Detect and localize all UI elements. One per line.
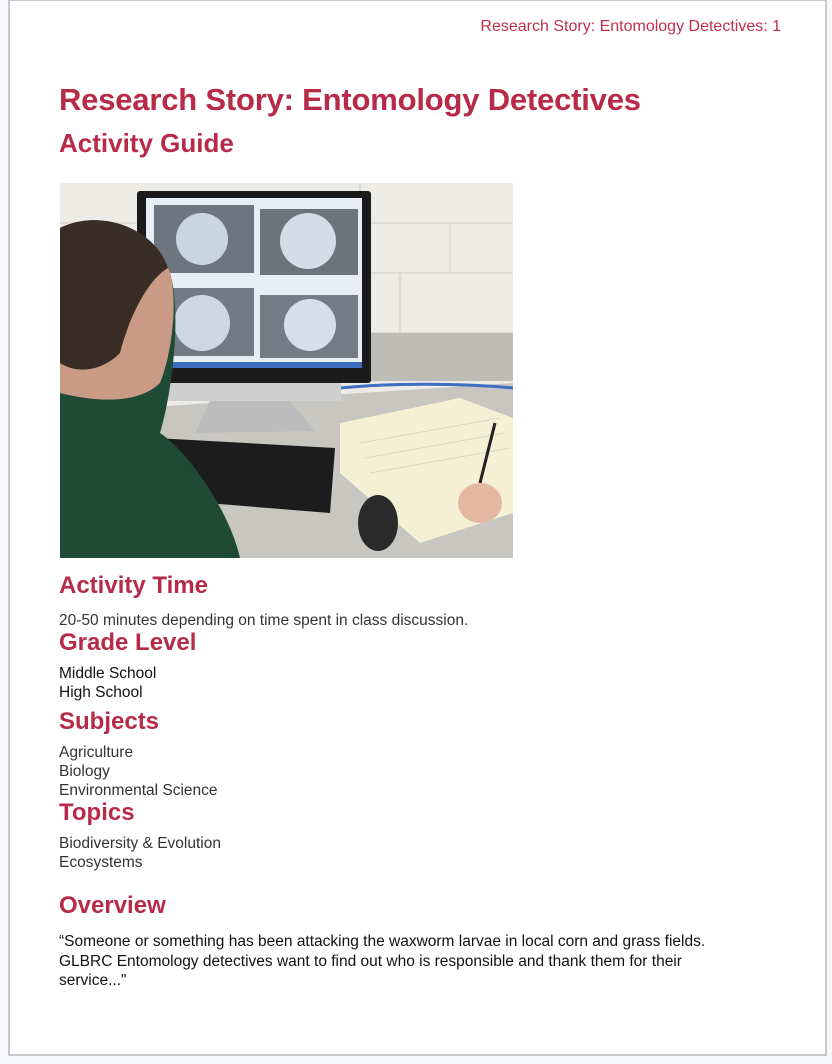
overview-text: “Someone or something has been attacking the waxworm larvae in local corn and grass fields. GLBRC Entomology detectives want to find out who is responsible and thank them for their service..." <box>59 933 706 989</box>
document-page <box>8 0 827 1056</box>
activity-time-heading: Activity Time <box>59 572 208 599</box>
page-subtitle: Activity Guide <box>59 128 234 158</box>
photo-illustration <box>60 183 513 558</box>
activity-time-text: 20-50 minutes depending on time spent in class discussion. <box>59 612 469 629</box>
overview-heading: Overview <box>59 892 166 919</box>
grade-level-item: High School <box>59 684 143 701</box>
subject-item: Environmental Science <box>59 782 218 799</box>
page-title: Research Story: Entomology Detectives <box>59 82 641 117</box>
topic-item: Ecosystems <box>59 854 143 871</box>
activity-photo <box>60 183 513 558</box>
subject-item: Biology <box>59 763 110 780</box>
subjects-list <box>59 743 218 800</box>
running-header: Research Story: Entomology Detectives: 1 <box>480 18 781 35</box>
grade-level-item: Middle School <box>59 665 157 682</box>
topic-item: Biodiversity & Evolution <box>59 835 221 852</box>
topics-list <box>59 834 221 872</box>
grade-level-heading: Grade Level <box>59 629 197 656</box>
subject-item: Agriculture <box>59 744 134 761</box>
topics-heading: Topics <box>59 799 135 826</box>
subjects-heading: Subjects <box>59 708 160 735</box>
grade-level-list <box>59 664 156 702</box>
